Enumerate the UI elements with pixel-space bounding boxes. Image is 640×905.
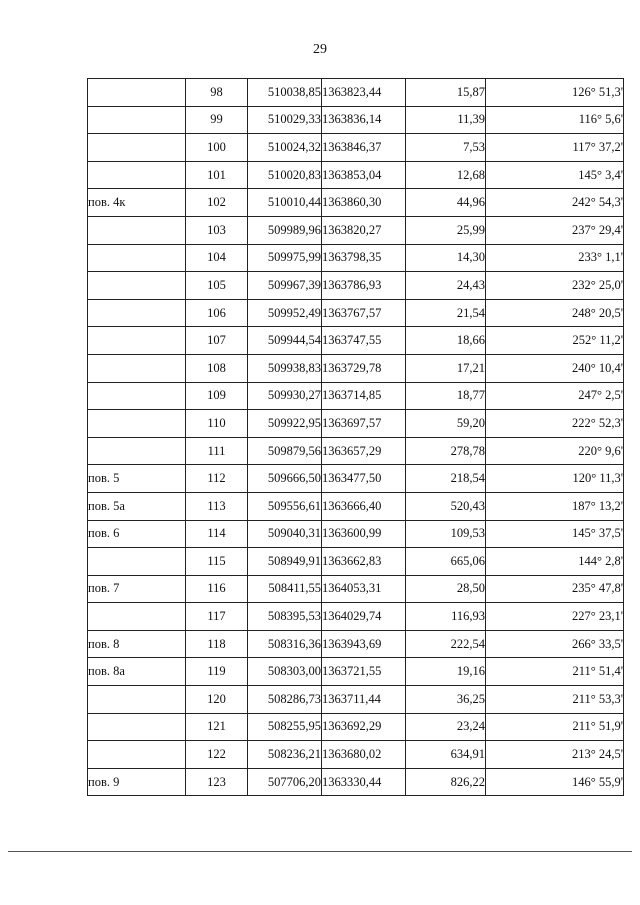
table-row — [88, 741, 624, 769]
table-row — [88, 410, 624, 438]
y-coordinate-cell: 1364053,31 — [322, 575, 406, 603]
turn-label-cell: пов. 8 — [88, 630, 186, 658]
x-coordinate-cell: 510038,85 — [248, 79, 322, 107]
point-number-cell: 113 — [186, 492, 248, 520]
point-number-cell: 98 — [186, 79, 248, 107]
turn-label-cell: пов. 8а — [88, 658, 186, 686]
y-coordinate-cell: 1363692,29 — [322, 713, 406, 741]
segment-length-cell: 59,20 — [406, 410, 486, 438]
direction-angle-cell: 233° 1,1' — [486, 244, 624, 272]
turn-label-cell — [88, 272, 186, 300]
segment-length-cell: 15,87 — [406, 79, 486, 107]
y-coordinate-cell: 1363747,55 — [322, 327, 406, 355]
x-coordinate-cell: 508411,55 — [248, 575, 322, 603]
table-row — [88, 161, 624, 189]
turn-label-cell: пов. 7 — [88, 575, 186, 603]
y-coordinate-cell: 1363477,50 — [322, 465, 406, 493]
y-coordinate-cell: 1363729,78 — [322, 354, 406, 382]
turn-label-cell — [88, 437, 186, 465]
point-number-cell: 101 — [186, 161, 248, 189]
direction-angle-cell: 222° 52,3' — [486, 410, 624, 438]
segment-length-cell: 18,66 — [406, 327, 486, 355]
segment-length-cell: 520,43 — [406, 492, 486, 520]
direction-angle-cell: 144° 2,8' — [486, 548, 624, 576]
bottom-divider — [8, 851, 632, 852]
turn-label-cell: пов. 5 — [88, 465, 186, 493]
coordinates-table — [87, 78, 624, 796]
point-number-cell: 111 — [186, 437, 248, 465]
direction-angle-cell: 247° 2,5' — [486, 382, 624, 410]
x-coordinate-cell: 507706,20 — [248, 768, 322, 796]
table-row — [88, 437, 624, 465]
segment-length-cell: 7,53 — [406, 134, 486, 162]
x-coordinate-cell: 509952,49 — [248, 299, 322, 327]
point-number-cell: 105 — [186, 272, 248, 300]
point-number-cell: 104 — [186, 244, 248, 272]
segment-length-cell: 18,77 — [406, 382, 486, 410]
segment-length-cell: 44,96 — [406, 189, 486, 217]
turn-label-cell — [88, 354, 186, 382]
direction-angle-cell: 211° 51,9' — [486, 713, 624, 741]
table-row — [88, 575, 624, 603]
direction-angle-cell: 235° 47,8' — [486, 575, 624, 603]
point-number-cell: 107 — [186, 327, 248, 355]
segment-length-cell: 634,91 — [406, 741, 486, 769]
y-coordinate-cell: 1363798,35 — [322, 244, 406, 272]
direction-angle-cell: 266° 33,5' — [486, 630, 624, 658]
segment-length-cell: 278,78 — [406, 437, 486, 465]
turn-label-cell — [88, 410, 186, 438]
segment-length-cell: 14,30 — [406, 244, 486, 272]
direction-angle-cell: 240° 10,4' — [486, 354, 624, 382]
turn-label-cell — [88, 299, 186, 327]
point-number-cell: 109 — [186, 382, 248, 410]
direction-angle-cell: 211° 51,4' — [486, 658, 624, 686]
segment-length-cell: 11,39 — [406, 106, 486, 134]
table-row — [88, 768, 624, 796]
turn-label-cell: пов. 6 — [88, 520, 186, 548]
y-coordinate-cell: 1363943,69 — [322, 630, 406, 658]
y-coordinate-cell: 1363853,04 — [322, 161, 406, 189]
y-coordinate-cell: 1363666,40 — [322, 492, 406, 520]
y-coordinate-cell: 1363711,44 — [322, 686, 406, 714]
y-coordinate-cell: 1363846,37 — [322, 134, 406, 162]
segment-length-cell: 826,22 — [406, 768, 486, 796]
segment-length-cell: 21,54 — [406, 299, 486, 327]
table-row — [88, 299, 624, 327]
point-number-cell: 115 — [186, 548, 248, 576]
y-coordinate-cell: 1363657,29 — [322, 437, 406, 465]
table-row — [88, 465, 624, 493]
point-number-cell: 100 — [186, 134, 248, 162]
y-coordinate-cell: 1363680,02 — [322, 741, 406, 769]
x-coordinate-cell: 509967,39 — [248, 272, 322, 300]
x-coordinate-cell: 508286,73 — [248, 686, 322, 714]
direction-angle-cell: 146° 55,9' — [486, 768, 624, 796]
x-coordinate-cell: 509922,95 — [248, 410, 322, 438]
point-number-cell: 121 — [186, 713, 248, 741]
x-coordinate-cell: 508395,53 — [248, 603, 322, 631]
point-number-cell: 118 — [186, 630, 248, 658]
table-row — [88, 189, 624, 217]
y-coordinate-cell: 1363662,83 — [322, 548, 406, 576]
direction-angle-cell: 187° 13,2' — [486, 492, 624, 520]
segment-length-cell: 17,21 — [406, 354, 486, 382]
x-coordinate-cell: 508303,00 — [248, 658, 322, 686]
point-number-cell: 117 — [186, 603, 248, 631]
table-row — [88, 548, 624, 576]
direction-angle-cell: 227° 23,1' — [486, 603, 624, 631]
point-number-cell: 102 — [186, 189, 248, 217]
point-number-cell: 119 — [186, 658, 248, 686]
coordinates-table-body — [88, 79, 624, 796]
point-number-cell: 112 — [186, 465, 248, 493]
segment-length-cell: 109,53 — [406, 520, 486, 548]
turn-label-cell — [88, 327, 186, 355]
y-coordinate-cell: 1364029,74 — [322, 603, 406, 631]
table-row — [88, 354, 624, 382]
segment-length-cell: 36,25 — [406, 686, 486, 714]
turn-label-cell — [88, 741, 186, 769]
turn-label-cell — [88, 106, 186, 134]
point-number-cell: 122 — [186, 741, 248, 769]
direction-angle-cell: 248° 20,5' — [486, 299, 624, 327]
y-coordinate-cell: 1363820,27 — [322, 216, 406, 244]
point-number-cell: 120 — [186, 686, 248, 714]
page-number: 29 — [313, 42, 327, 57]
x-coordinate-cell: 508255,95 — [248, 713, 322, 741]
direction-angle-cell: 252° 11,2' — [486, 327, 624, 355]
table-row — [88, 134, 624, 162]
table-row — [88, 630, 624, 658]
table-row — [88, 520, 624, 548]
x-coordinate-cell: 508316,36 — [248, 630, 322, 658]
y-coordinate-cell: 1363786,93 — [322, 272, 406, 300]
point-number-cell: 108 — [186, 354, 248, 382]
x-coordinate-cell: 510029,33 — [248, 106, 322, 134]
turn-label-cell — [88, 713, 186, 741]
turn-label-cell — [88, 161, 186, 189]
turn-label-cell: пов. 4к — [88, 189, 186, 217]
segment-length-cell: 218,54 — [406, 465, 486, 493]
segment-length-cell: 24,43 — [406, 272, 486, 300]
x-coordinate-cell: 509666,50 — [248, 465, 322, 493]
point-number-cell: 123 — [186, 768, 248, 796]
direction-angle-cell: 120° 11,3' — [486, 465, 624, 493]
direction-angle-cell: 116° 5,6' — [486, 106, 624, 134]
turn-label-cell — [88, 134, 186, 162]
y-coordinate-cell: 1363823,44 — [322, 79, 406, 107]
table-row — [88, 272, 624, 300]
x-coordinate-cell: 509944,54 — [248, 327, 322, 355]
y-coordinate-cell: 1363714,85 — [322, 382, 406, 410]
x-coordinate-cell: 509989,96 — [248, 216, 322, 244]
direction-angle-cell: 237° 29,4' — [486, 216, 624, 244]
y-coordinate-cell: 1363836,14 — [322, 106, 406, 134]
segment-length-cell: 28,50 — [406, 575, 486, 603]
point-number-cell: 114 — [186, 520, 248, 548]
table-row — [88, 244, 624, 272]
direction-angle-cell: 220° 9,6' — [486, 437, 624, 465]
y-coordinate-cell: 1363330,44 — [322, 768, 406, 796]
table-row — [88, 382, 624, 410]
segment-length-cell: 665,06 — [406, 548, 486, 576]
segment-length-cell: 25,99 — [406, 216, 486, 244]
x-coordinate-cell: 509040,31 — [248, 520, 322, 548]
table-row — [88, 327, 624, 355]
x-coordinate-cell: 509938,83 — [248, 354, 322, 382]
turn-label-cell — [88, 79, 186, 107]
segment-length-cell: 23,24 — [406, 713, 486, 741]
turn-label-cell — [88, 686, 186, 714]
direction-angle-cell: 211° 53,3' — [486, 686, 624, 714]
direction-angle-cell: 232° 25,0' — [486, 272, 624, 300]
y-coordinate-cell: 1363600,99 — [322, 520, 406, 548]
table-row — [88, 79, 624, 107]
turn-label-cell — [88, 548, 186, 576]
x-coordinate-cell: 508236,21 — [248, 741, 322, 769]
turn-label-cell — [88, 382, 186, 410]
direction-angle-cell: 126° 51,3' — [486, 79, 624, 107]
segment-length-cell: 19,16 — [406, 658, 486, 686]
y-coordinate-cell: 1363697,57 — [322, 410, 406, 438]
x-coordinate-cell: 510024,32 — [248, 134, 322, 162]
table-row — [88, 106, 624, 134]
x-coordinate-cell: 509879,56 — [248, 437, 322, 465]
y-coordinate-cell: 1363767,57 — [322, 299, 406, 327]
y-coordinate-cell: 1363721,55 — [322, 658, 406, 686]
x-coordinate-cell: 509930,27 — [248, 382, 322, 410]
x-coordinate-cell: 510010,44 — [248, 189, 322, 217]
table-row — [88, 492, 624, 520]
direction-angle-cell: 145° 3,4' — [486, 161, 624, 189]
y-coordinate-cell: 1363860,30 — [322, 189, 406, 217]
x-coordinate-cell: 508949,91 — [248, 548, 322, 576]
point-number-cell: 99 — [186, 106, 248, 134]
x-coordinate-cell: 509975,99 — [248, 244, 322, 272]
table-row — [88, 686, 624, 714]
table-row — [88, 603, 624, 631]
segment-length-cell: 12,68 — [406, 161, 486, 189]
direction-angle-cell: 145° 37,5' — [486, 520, 624, 548]
table-row — [88, 658, 624, 686]
turn-label-cell — [88, 216, 186, 244]
table-row — [88, 713, 624, 741]
turn-label-cell — [88, 603, 186, 631]
table-row — [88, 216, 624, 244]
turn-label-cell: пов. 9 — [88, 768, 186, 796]
x-coordinate-cell: 509556,61 — [248, 492, 322, 520]
point-number-cell: 116 — [186, 575, 248, 603]
turn-label-cell: пов. 5а — [88, 492, 186, 520]
x-coordinate-cell: 510020,83 — [248, 161, 322, 189]
direction-angle-cell: 242° 54,3' — [486, 189, 624, 217]
segment-length-cell: 222,54 — [406, 630, 486, 658]
turn-label-cell — [88, 244, 186, 272]
point-number-cell: 110 — [186, 410, 248, 438]
point-number-cell: 106 — [186, 299, 248, 327]
direction-angle-cell: 213° 24,5' — [486, 741, 624, 769]
direction-angle-cell: 117° 37,2' — [486, 134, 624, 162]
segment-length-cell: 116,93 — [406, 603, 486, 631]
point-number-cell: 103 — [186, 216, 248, 244]
